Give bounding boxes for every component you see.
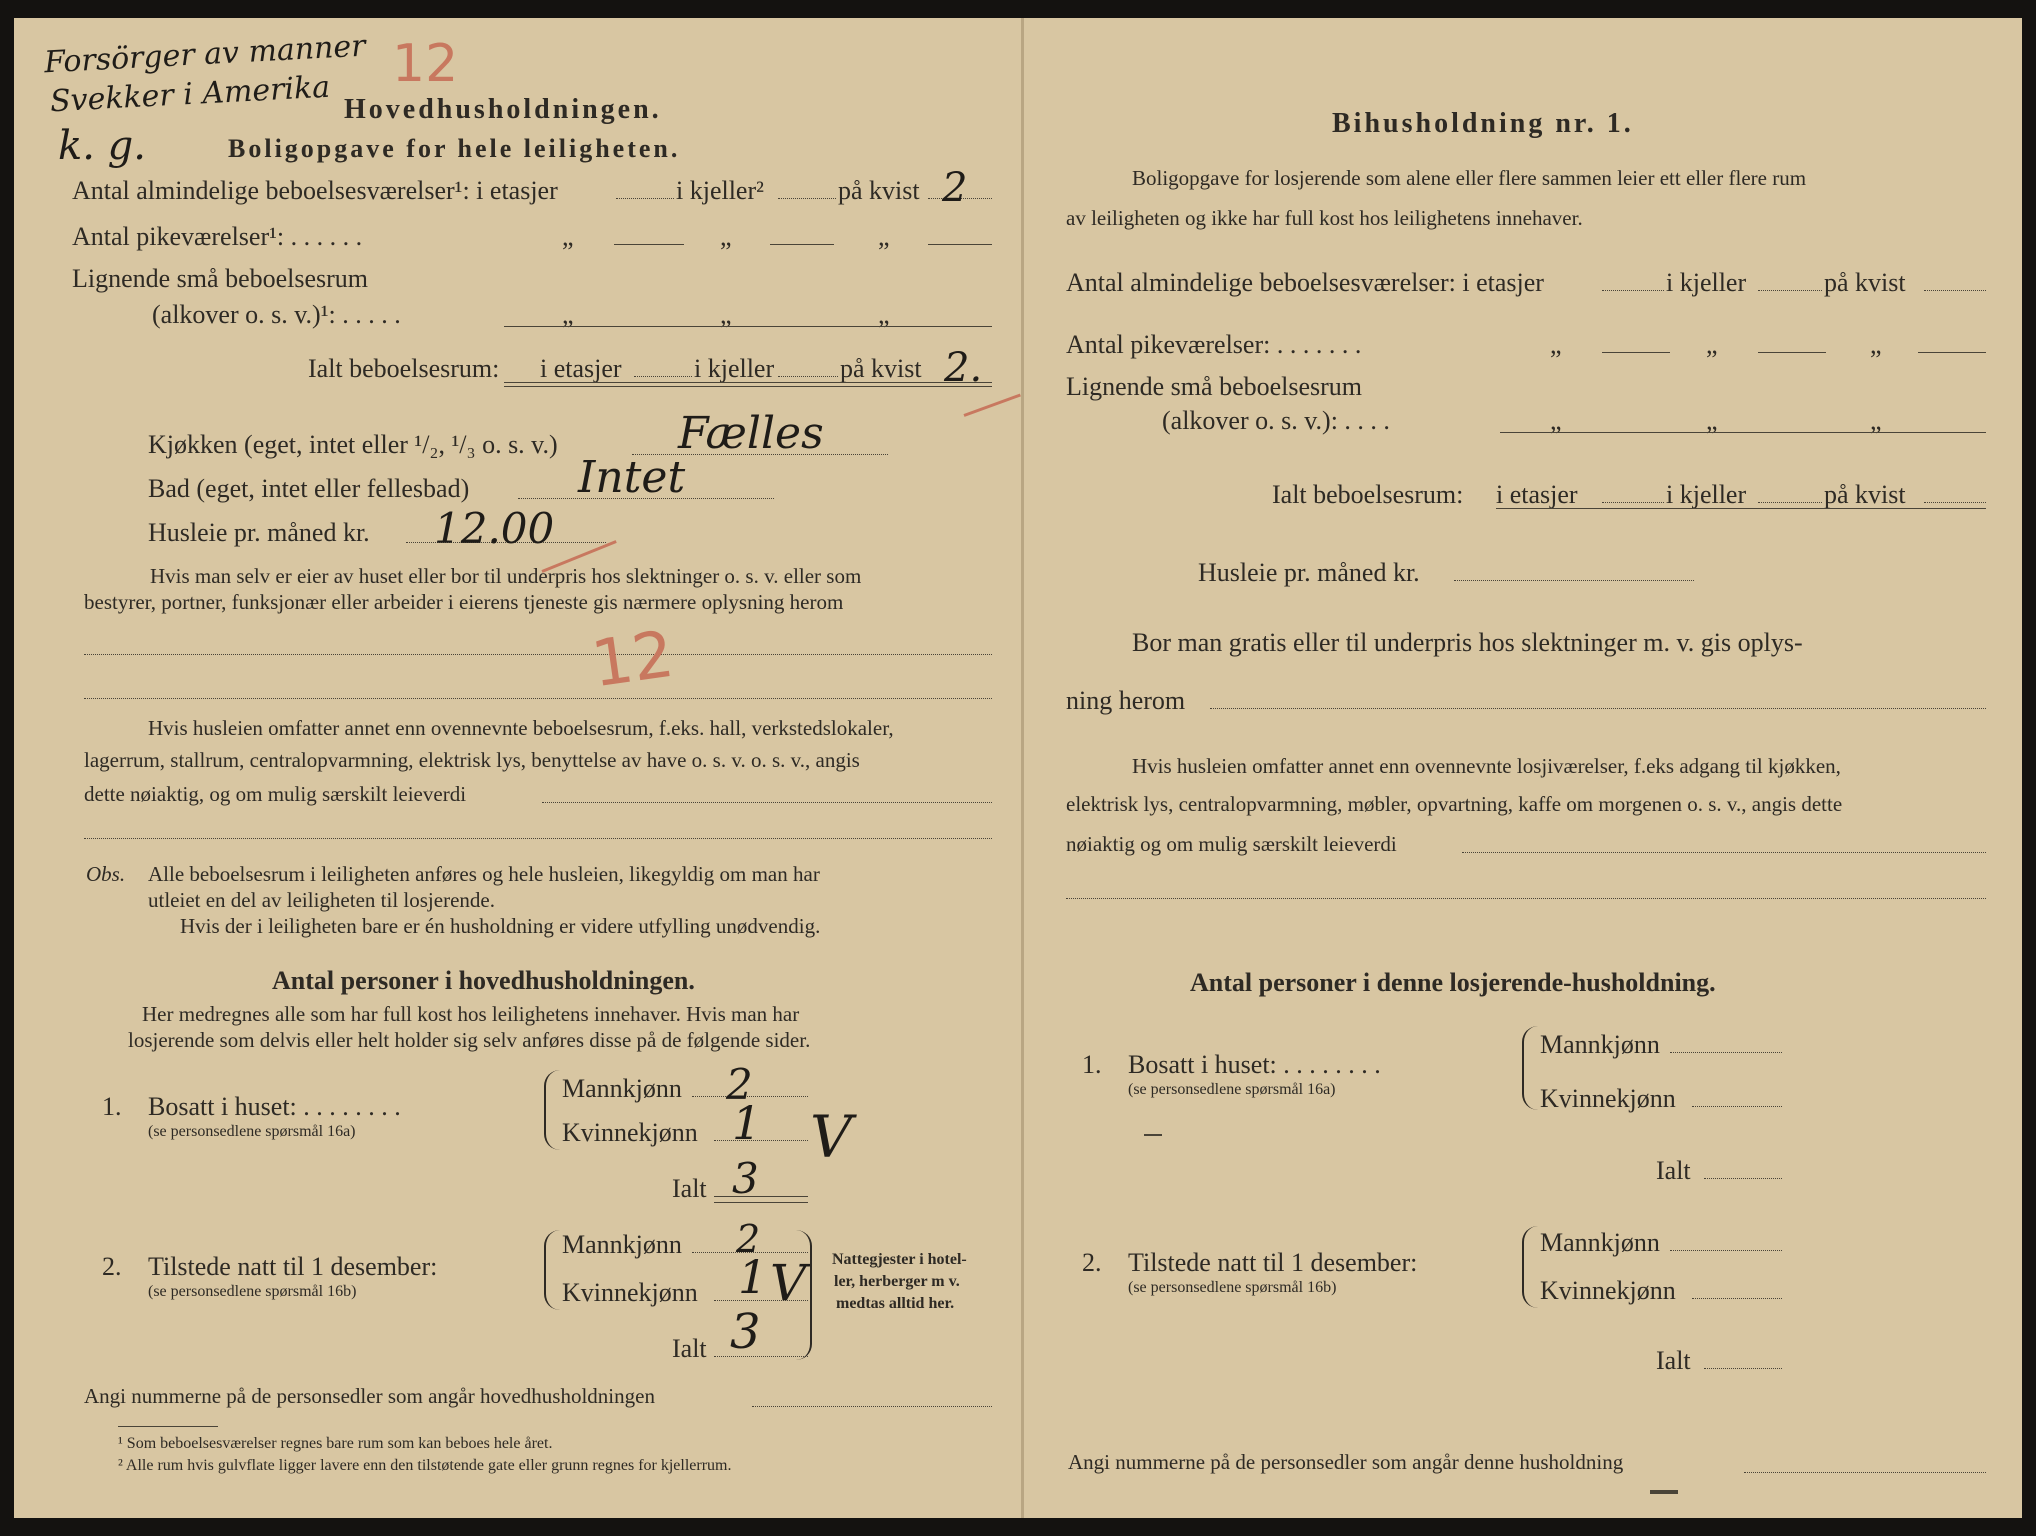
left-rooms-kjeller-label: i kjeller² — [676, 176, 764, 205]
left-maid-ditto-2: „ — [720, 222, 732, 251]
footnote-2: ² Alle rum hvis gulvflate ligger lavere enn den tilstøtende gate eller grunn regnes for kjellerrum. — [118, 1457, 732, 1474]
left-resident-label: Bosatt i huset: . . . . . . . . — [148, 1092, 401, 1121]
right-maid-ditto-1: „ — [1550, 330, 1562, 359]
left-alcove-ditto-1: „ — [562, 300, 574, 329]
left-page-title: Hovedhusholdningen. — [344, 94, 662, 125]
left-total-etasjer-label: i etasjer — [540, 354, 622, 383]
right-present-sub: (se personsedlene spørsmål 16b) — [1128, 1279, 1337, 1296]
right-total-rooms-label: Ialt beboelsesrum: — [1272, 480, 1464, 509]
right-intro-line-2: av leiligheten og ikke har full kost hos leilighetens innehaver. — [1066, 206, 1583, 230]
left-present-female-label: Kvinnekjønn — [562, 1278, 698, 1307]
right-alcove-ditto-2: „ — [1706, 406, 1718, 435]
right-alcove-label: (alkover o. s. v.): . . . . — [1162, 406, 1390, 435]
left-present-total-field[interactable] — [714, 1356, 808, 1357]
left-total-kvist-label: på kvist — [840, 354, 922, 383]
right-extras-field-2[interactable] — [1066, 898, 1986, 899]
right-present-male-label: Mannkjønn — [1540, 1228, 1660, 1257]
right-free-field[interactable] — [1210, 708, 1986, 709]
footnote-rule — [118, 1426, 218, 1427]
right-resident-male-field[interactable] — [1670, 1052, 1782, 1053]
right-resident-female-field[interactable] — [1692, 1106, 1782, 1107]
left-alcove-sum-line — [504, 326, 992, 327]
right-resident-sub: (se personsedlene spørsmål 16a) — [1128, 1081, 1336, 1098]
left-present-check: V — [770, 1254, 807, 1312]
right-extras-field[interactable] — [1462, 852, 1986, 853]
right-resident-total-field[interactable] — [1704, 1178, 1782, 1179]
red-pencil-tick — [963, 394, 1020, 417]
left-total-kjeller-label: i kjeller — [694, 354, 775, 383]
left-maid-field-1[interactable] — [614, 244, 684, 245]
rent-label: Husleie pr. måned kr. — [148, 518, 370, 547]
left-alcove-label: (alkover o. s. v.)¹: . . . . . — [152, 300, 401, 329]
left-present-male-label: Mannkjønn — [562, 1230, 682, 1259]
right-present-total-field[interactable] — [1704, 1368, 1782, 1369]
extras-field[interactable] — [542, 802, 992, 803]
left-rooms-kvist-value: 2 — [942, 165, 968, 211]
left-numbers-label: Angi nummerne på de personsedler som angår hovedhusholdningen — [84, 1384, 655, 1408]
left-total-underline-1 — [504, 382, 992, 383]
right-present-total-label: Ialt — [1656, 1346, 1691, 1375]
left-total-underline-2 — [504, 386, 992, 387]
guest-note-1: Nattegjester i hotel- — [832, 1251, 967, 1268]
right-rooms-etasjer-field[interactable] — [1602, 290, 1664, 291]
left-resident-male-value: 2 — [726, 1060, 753, 1109]
left-present-sub: (se personsedlene spørsmål 16b) — [148, 1283, 357, 1300]
left-total-rooms-label: Ialt beboelsesrum: — [308, 354, 500, 383]
stray-pen-dash — [1144, 1134, 1162, 1136]
right-maid-field-1[interactable] — [1602, 352, 1670, 353]
left-present-total-value: 3 — [730, 1304, 761, 1360]
left-maid-ditto-3: „ — [878, 222, 890, 251]
left-present-female-value: 1 — [738, 1250, 768, 1304]
owner-info-field[interactable] — [84, 654, 992, 655]
right-intro-line-1: Boligopgave for losjerende som alene eller flere sammen leier ett eller flere rum — [1132, 166, 1807, 190]
rent-value: 12.00 — [434, 504, 555, 553]
extras-line-3: dette nøiaktig, og om mulig særskilt leieverdi — [84, 782, 467, 806]
right-present-female-field[interactable] — [1692, 1298, 1782, 1299]
extras-line-1: Hvis husleien omfatter annet enn ovennevnte beboelsesrum, f.eks. hall, verkstedslokaler, — [148, 716, 894, 740]
right-extras-line-3: nøiaktig og om mulig særskilt leieverdi — [1066, 832, 1397, 856]
handwritten-note-1: Forsörger av manner — [43, 28, 367, 81]
left-present-label: Tilstede natt til 1 desember: — [148, 1252, 438, 1281]
red-pencil-mark-top: 12 — [392, 34, 459, 94]
left-persons-note-1: Her medregnes alle som har full kost hos leilighetens innehaver. Hvis man har — [142, 1002, 800, 1026]
right-numbers-label: Angi nummerne på de personsedler som angår denne husholdning — [1068, 1450, 1624, 1474]
handwritten-note-2: Svekker i Amerika — [49, 69, 331, 120]
right-total-underline — [1496, 508, 1986, 509]
right-resident-number: 1. — [1082, 1050, 1102, 1079]
right-rooms-kjeller-label: i kjeller — [1666, 268, 1747, 297]
left-numbers-field[interactable] — [752, 1406, 992, 1407]
left-present-brace — [544, 1230, 560, 1310]
right-maid-ditto-2: „ — [1706, 330, 1718, 359]
right-resident-total-label: Ialt — [1656, 1156, 1691, 1185]
owner-info-line-2: bestyrer, portner, funksjonær eller arbeider i eierens tjeneste gis nærmere oplysning herom — [84, 590, 844, 614]
red-pencil-mark-mid: 12 — [587, 617, 679, 703]
left-resident-female-value: 1 — [732, 1096, 762, 1150]
left-rooms-kjeller-field[interactable] — [778, 198, 836, 199]
page-fold — [1021, 18, 1024, 1518]
left-resident-total-label: Ialt — [672, 1174, 707, 1203]
right-small-rooms-label: Lignende små beboelsesrum — [1066, 372, 1363, 401]
left-resident-total-line-2 — [714, 1202, 808, 1203]
right-present-label: Tilstede natt til 1 desember: — [1128, 1248, 1418, 1277]
right-total-kjeller-label: i kjeller — [1666, 480, 1747, 509]
left-maid-ditto-1: „ — [562, 222, 574, 251]
left-total-etasjer-field[interactable] — [634, 376, 692, 377]
left-resident-total-value: 3 — [732, 1154, 759, 1203]
left-maid-field-2[interactable] — [770, 244, 834, 245]
left-present-total-label: Ialt — [672, 1334, 707, 1363]
left-resident-female-label: Kvinnekjønn — [562, 1118, 698, 1147]
right-maid-field-2[interactable] — [1758, 352, 1826, 353]
left-alcove-ditto-2: „ — [720, 300, 732, 329]
right-extras-line-2: elektrisk lys, centralopvarmning, møbler, opvartning, kaffe om morgenen o. s. v., angis dette — [1066, 792, 1843, 816]
left-present-number: 2. — [102, 1252, 122, 1281]
extras-line-2: lagerrum, stallrum, centralopvarmning, elektrisk lys, benyttelse av have o. s. v. o. s. v., angis — [84, 748, 860, 772]
footnote-1: ¹ Som beboelsesværelser regnes bare rum som kan beboes hele året. — [118, 1435, 553, 1452]
right-total-etasjer-label: i etasjer — [1496, 480, 1578, 509]
left-persons-title: Antal personer i hovedhusholdningen. — [272, 966, 695, 995]
census-form-sheet — [14, 18, 2022, 1518]
right-total-kjeller-field[interactable] — [1758, 502, 1822, 503]
left-persons-note-2: losjerende som delvis eller helt holder sig selv anføres disse på de følgende sider. — [128, 1028, 811, 1052]
left-resident-brace — [544, 1070, 560, 1150]
obs-line-3: Hvis der i leiligheten bare er én husholdning er videre utfylling unødvendig. — [180, 914, 821, 938]
right-total-kvist-field[interactable] — [1924, 502, 1986, 503]
left-total-kjeller-field[interactable] — [778, 376, 838, 377]
left-resident-sub: (se personsedlene spørsmål 16a) — [148, 1123, 356, 1140]
right-resident-female-label: Kvinnekjønn — [1540, 1084, 1676, 1113]
bath-label: Bad (eget, intet eller fellesbad) — [148, 474, 470, 503]
left-resident-total-line[interactable] — [714, 1196, 808, 1197]
right-resident-label: Bosatt i huset: . . . . . . . . — [1128, 1050, 1381, 1079]
left-present-male-value: 2 — [736, 1217, 761, 1261]
right-total-etasjer-field[interactable] — [1602, 502, 1664, 503]
right-total-kvist-label: på kvist — [1824, 480, 1906, 509]
right-present-female-label: Kvinnekjønn — [1540, 1276, 1676, 1305]
guest-note-2: ler, herberger m v. — [834, 1273, 960, 1290]
right-alcove-sum-line — [1500, 432, 1986, 433]
left-rooms-kvist-label: på kvist — [838, 176, 920, 205]
extras-field-2[interactable] — [84, 838, 992, 839]
owner-info-line-1: Hvis man selv er eier av huset eller bor til underpris hos slektninger o. s. v. eller som — [150, 564, 862, 588]
left-present-right-brace — [796, 1230, 812, 1360]
right-present-brace — [1522, 1226, 1538, 1308]
right-maid-ditto-3: „ — [1870, 330, 1882, 359]
right-page-title: Bihusholdning nr. 1. — [1332, 108, 1634, 139]
right-extras-line-1: Hvis husleien omfatter annet enn ovennevnte losjiværelser, f.eks adgang til kjøkken, — [1132, 754, 1841, 778]
left-page-subtitle: Boligopgave for hele leiligheten. — [228, 134, 681, 163]
right-present-number: 2. — [1082, 1248, 1102, 1277]
right-persons-title: Antal personer i denne losjerende-husholdning. — [1190, 968, 1716, 997]
kitchen-label: Kjøkken (eget, intet eller ¹/₂, ¹/₃ o. s. v.) — [148, 430, 558, 459]
obs-line-2: utleiet en del av leiligheten til losjerende. — [148, 888, 495, 912]
left-resident-number: 1. — [102, 1092, 122, 1121]
right-present-male-field[interactable] — [1670, 1250, 1782, 1251]
right-maid-rooms-label: Antal pikeværelser: . . . . . . . — [1066, 330, 1362, 359]
left-total-kvist-value: 2. — [944, 345, 983, 391]
right-rooms-kvist-field[interactable] — [1924, 290, 1986, 291]
right-rooms-label: Antal almindelige beboelsesværelser: i etasjer — [1066, 268, 1544, 297]
owner-info-field-2[interactable] — [84, 698, 992, 699]
right-rooms-kvist-label: på kvist — [1824, 268, 1906, 297]
kitchen-value: Fælles — [678, 408, 824, 459]
right-alcove-ditto-3: „ — [1870, 406, 1882, 435]
right-rent-label: Husleie pr. måned kr. — [1198, 558, 1420, 587]
left-alcove-ditto-3: „ — [878, 300, 890, 329]
right-free-line-1: Bor man gratis eller til underpris hos slektninger m. v. gis oplys- — [1132, 628, 1803, 657]
right-maid-field-3[interactable] — [1918, 352, 1986, 353]
left-rooms-label: Antal almindelige beboelsesværelser¹: i etasjer — [72, 176, 558, 205]
right-alcove-ditto-1: „ — [1550, 406, 1562, 435]
left-maid-rooms-label: Antal pikeværelser¹: . . . . . . — [72, 222, 363, 251]
left-small-rooms-label: Lignende små beboelsesrum — [72, 264, 369, 293]
ink-blot — [1650, 1490, 1678, 1494]
right-numbers-field[interactable] — [1744, 1472, 1986, 1473]
obs-label: Obs. — [86, 862, 126, 886]
right-rooms-kjeller-field[interactable] — [1758, 290, 1822, 291]
right-resident-brace — [1522, 1026, 1538, 1110]
bath-value: Intet — [578, 452, 686, 503]
left-rooms-etasjer-field[interactable] — [616, 198, 674, 199]
guest-note-3: medtas alltid her. — [836, 1295, 955, 1312]
obs-line-1: Alle beboelsesrum i leiligheten anføres og hele husleien, likegyldig om man har — [148, 862, 820, 886]
left-resident-male-label: Mannkjønn — [562, 1074, 682, 1103]
right-resident-male-label: Mannkjønn — [1540, 1030, 1660, 1059]
right-rent-field[interactable] — [1454, 580, 1694, 581]
handwritten-note-3: k. g. — [58, 123, 146, 169]
left-maid-field-3[interactable] — [928, 244, 992, 245]
right-free-line-2: ning herom — [1066, 686, 1186, 715]
left-resident-check: V — [810, 1103, 852, 1171]
